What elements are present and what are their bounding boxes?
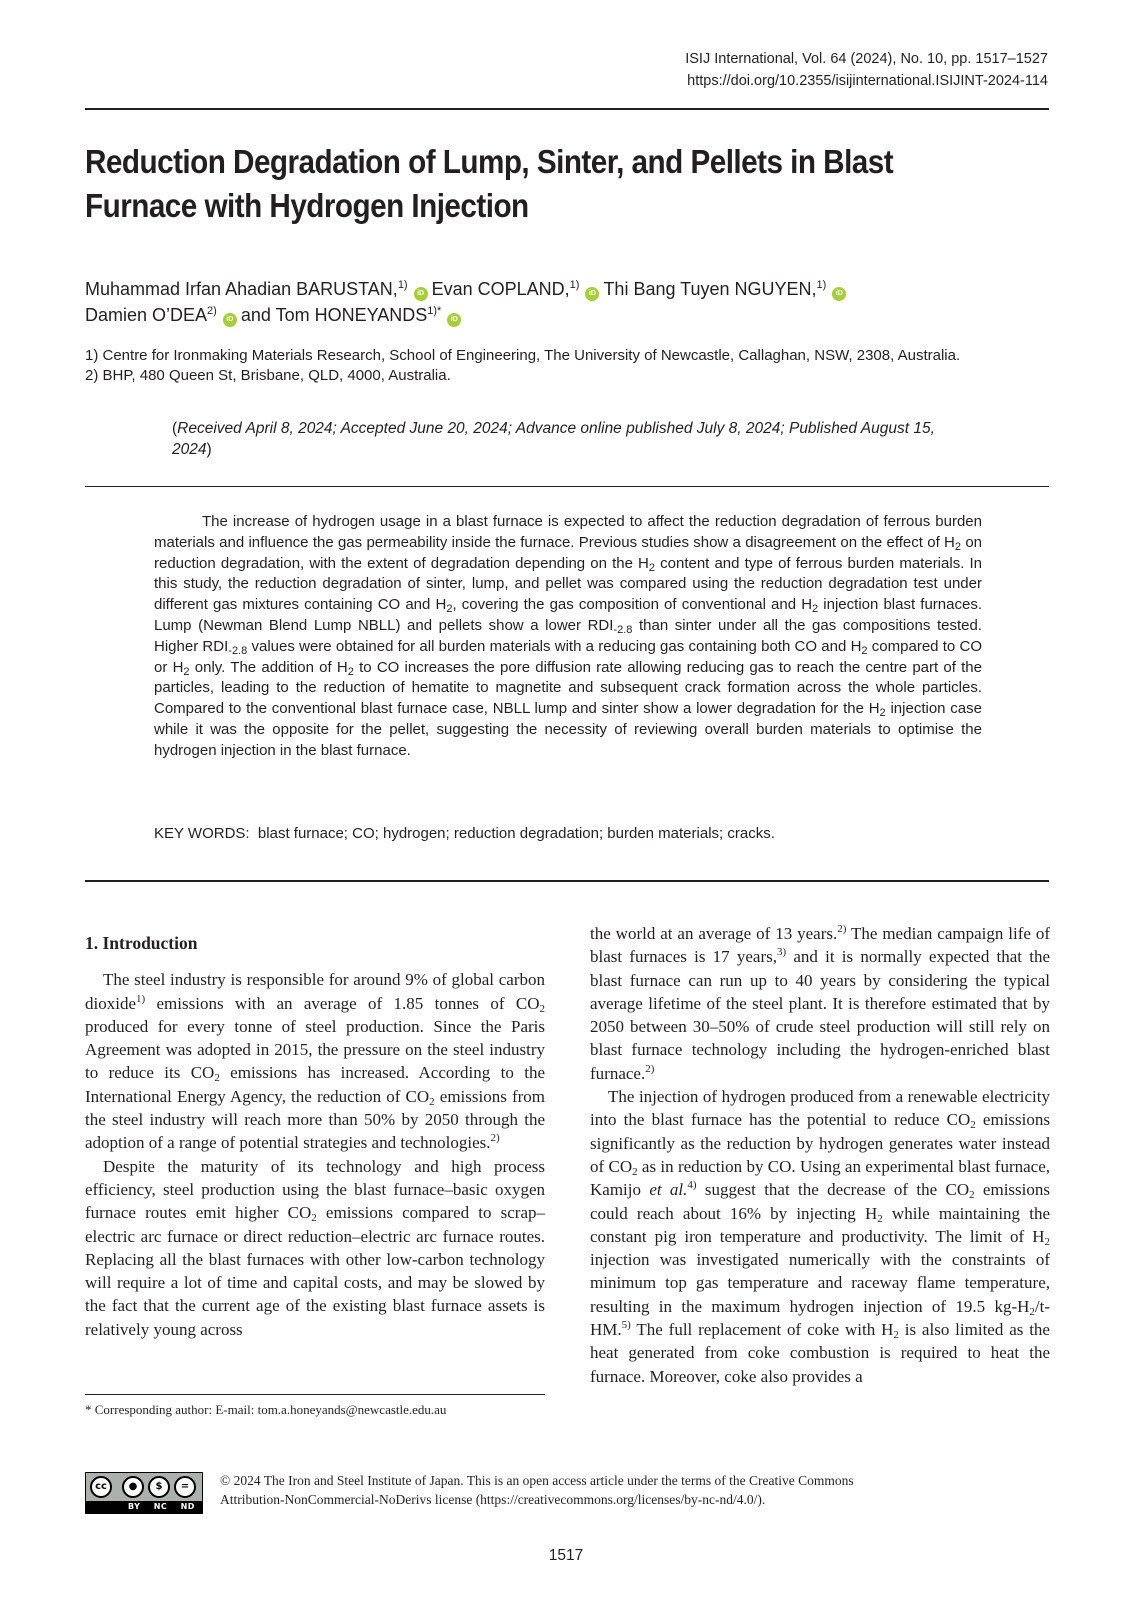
author-conjunction: and — [240, 305, 271, 325]
subscript: 2 — [648, 561, 656, 574]
body-column-left — [85, 932, 545, 1341]
subscript: 2 — [879, 707, 886, 720]
text-run: The median campaign life of blast furnaces is 17 years, — [590, 924, 1050, 967]
citation-ref[interactable]: 5) — [621, 1319, 631, 1332]
text-run: while maintaining the constant pig iron temperature and productivity. The limit of H — [590, 1203, 1050, 1246]
subscript: 2 — [893, 1329, 899, 1342]
text-run: suggest that the decrease of the CO — [696, 1180, 970, 1200]
received-text: Received April 8, 2024; Accepted June 20, 2024; Advance online published July 8, 2024; Published August 15, 2024 — [172, 420, 935, 458]
subscript: 2 — [1044, 1235, 1050, 1248]
text-run: The injection of hydrogen produced from a renewable electricity into the blast furnace has the potential to reduce CO — [590, 1087, 1050, 1130]
author-name: Muhammad Irfan Ahadian BARUSTAN, — [85, 279, 398, 299]
abstract-rule — [85, 486, 1049, 487]
subscript: 2 — [429, 1095, 435, 1108]
paragraph — [85, 968, 545, 1154]
author-affiliation-mark: 2) — [207, 305, 217, 317]
paragraph — [590, 1085, 1050, 1388]
text-run: produced for every tonne of steel production. Since the Paris Agreement was adopted in 2015, the pressure on the steel industry to reduce its CO — [85, 1016, 545, 1083]
subscript: 2 — [311, 1212, 317, 1225]
citation-ref[interactable]: 4) — [687, 1179, 697, 1192]
noncommercial-icon: $ — [148, 1476, 170, 1498]
subscript: -2.8 — [613, 623, 633, 636]
cc-icon: cc — [90, 1476, 112, 1498]
affiliation-2: 2) BHP, 480 Queen St, Brisbane, QLD, 4000, Australia. — [85, 367, 451, 384]
journal-doi[interactable]: https://doi.org/10.2355/isijinternational.ISIJINT-2024-114 — [687, 73, 1048, 89]
text-run: the world at an average of 13 years. — [590, 924, 838, 943]
orcid-icon[interactable]: iD — [585, 287, 599, 301]
abstract-text: , covering the gas composition of conventional and H — [452, 596, 813, 614]
text-run: emissions compared to scrap–electric arc furnace or direct reduction–electric arc furnace routes. Replacing all the blast furnaces with other low-carbon technology will require a lot of time and capital costs, and may be slowed by the fact that the current age of the existing blast furnace assets is relatively young across — [85, 1203, 545, 1339]
paragraph — [590, 922, 1050, 1085]
cc-badge-label: BY NC ND — [128, 1502, 195, 1511]
keywords-text: blast furnace; CO; hydrogen; reduction degradation; burden materials; cracks. — [257, 825, 775, 842]
abstract-text: injection blast furnaces. Lump (Newman Blend Lump NBLL) and pellets show a lower RDI — [154, 596, 982, 634]
orcid-icon[interactable]: iD — [832, 287, 846, 301]
author-line-1 — [85, 276, 1045, 302]
corresponding-author-footnote: * Corresponding author: E-mail: tom.a.honeyands@newcastle.edu.au — [85, 1402, 447, 1417]
text-run: The full replacement of coke with H — [630, 1320, 894, 1340]
text-run: emissions from the steel industry will reach more than 50% by 2050 through the adoption of a range of potential strategies and technologies. — [85, 1086, 545, 1153]
subscript: 2 — [1029, 1305, 1035, 1318]
cc-badge-top — [86, 1473, 202, 1501]
citation-ref[interactable]: 2) — [645, 1062, 655, 1075]
cc-license-badge[interactable] — [85, 1472, 203, 1514]
header-rule — [85, 108, 1049, 110]
text-run: and it is normally expected that the blast furnace can run up to 40 years by considering the typical average lifetime of the steel plant. It is therefore estimated that by 2050 between 30–50% of crude steel production will still rely on blast furnace technology including the hydrogen-enriched blast furnace. — [590, 947, 1050, 1083]
subscript: 2 — [347, 665, 354, 678]
text-run: as in reduction by CO. Using an experimental blast furnace, Kamijo — [590, 1156, 1050, 1200]
text-run: injection was investigated numerically with the constraints of minimum top gas temperature and raceway flame temperature, resulting in the maximum hydrogen injection of 19.5 kg-H — [590, 1250, 1050, 1316]
subscript: 2 — [632, 1165, 638, 1178]
subscript: 2 — [812, 603, 819, 616]
author-affiliation-mark: 1) — [816, 279, 827, 291]
journal-header — [685, 48, 1048, 92]
title-line-1: Reduction Degradation of Lump, Sinter, and Pellets in Blast — [85, 143, 894, 180]
title-line-2: Furnace with Hydrogen Injection — [85, 187, 529, 224]
subscript: 2 — [214, 1072, 220, 1085]
author-name: Evan COPLAND, — [431, 279, 570, 299]
abstract-text: values were obtained for all burden materials with a reducing gas containing both CO and H — [247, 637, 862, 655]
subscript: 2 — [969, 1189, 975, 1202]
text-run: emissions could reach about 16% by injecting H — [590, 1180, 1050, 1223]
abstract-text: on reduction degradation, with the extent of degradation depending on the H — [154, 533, 982, 572]
text-run: is also limited as the heat generated from coke combustion is required to heat the furnace. Moreover, coke also provides a — [590, 1320, 1050, 1386]
abstract-text: than sinter under all the gas compositions tested. Higher RDI — [154, 616, 982, 655]
subscript: 2 — [539, 1002, 545, 1015]
abstract-text: compared to CO or H — [154, 637, 983, 676]
author-affiliation-mark: 1)* — [427, 305, 442, 317]
text-run: /t-HM. — [590, 1296, 1050, 1340]
subscript: -2.8 — [228, 644, 248, 657]
abstract-text: injection case while it was the opposite for the pellet, suggesting the necessity of reviewing overall burden materials to optimise the hydrogen injection in the blast furnace. — [154, 700, 982, 759]
subscript: 2 — [861, 644, 868, 657]
subscript: 2 — [970, 1119, 976, 1132]
subscript: 2 — [877, 1212, 883, 1225]
citation-ref[interactable]: 1) — [136, 992, 146, 1005]
abstract-text: content and type of ferrous burden materials. In this study, the reduction degradation of sinter, lump, and pellet was compared using the reduction degradation test under different gas mixtures containing CO and H — [154, 554, 982, 614]
text-run: The steel industry is responsible for around 9% of global carbon dioxide — [85, 970, 545, 1013]
body-rule — [85, 880, 1049, 882]
page-number: 1517 — [548, 1547, 584, 1564]
subscript: 2 — [446, 603, 453, 616]
attribution-icon: ● — [122, 1476, 144, 1498]
affiliation-1: 1) Centre for Ironmaking Materials Research, School of Engineering, The University of Newcastle, Callaghan, NSW, 2308, Australia. — [85, 347, 961, 364]
paren-open: ( — [172, 420, 178, 437]
citation-ref[interactable]: 3) — [776, 946, 787, 959]
author-affiliation-mark: 1) — [397, 279, 408, 291]
body-column-right — [590, 922, 1050, 1388]
orcid-icon[interactable]: iD — [223, 313, 237, 327]
author-list — [85, 276, 1045, 328]
citation-ref[interactable]: 2) — [490, 1132, 500, 1145]
affiliations — [85, 346, 1049, 386]
text-run: emissions with an average of 1.85 tonnes of CO — [145, 993, 540, 1013]
paren-close: ) — [206, 441, 212, 458]
keywords-label: KEY WORDS: — [154, 825, 250, 842]
citation-ref[interactable]: 2) — [837, 923, 847, 935]
author-name: Damien O’DEA — [85, 305, 208, 325]
orcid-icon[interactable]: iD — [414, 287, 428, 301]
received-dates — [172, 418, 972, 460]
abstract — [154, 512, 982, 762]
subscript: 2 — [183, 665, 190, 678]
author-line-2 — [85, 302, 1045, 328]
license-text — [220, 1471, 1020, 1509]
text-run: Despite the maturity of its technology and high process efficiency, steel production using the blast furnace–basic oxygen furnace routes emit higher CO — [85, 1156, 545, 1223]
abstract-text: only. The addition of H — [189, 658, 348, 676]
journal-citation: ISIJ International, Vol. 64 (2024), No. 10, pp. 1517–1527 — [685, 51, 1048, 67]
subscript: 2 — [954, 540, 962, 553]
author-name: Thi Bang Tuyen NGUYEN, — [603, 279, 817, 299]
abstract-text: The increase of hydrogen usage in a blast furnace is expected to affect the reduction degradation of ferrous burden materials and influence the gas permeability inside the furnace. Previous studies show a disagreement on the effect of H — [154, 513, 982, 551]
noderivs-icon: = — [174, 1476, 196, 1498]
abstract-text: to CO increases the pore diffusion rate allowing reducing gas to reach the centre part of the particles, leading to the reduction of hematite to magnetite and subsequent crack formation across the whole particles. Compared to the conventional blast furnace case, NBLL lump and sinter show a lower degradation for the H — [154, 658, 982, 718]
keywords — [154, 825, 775, 842]
text-run-italic: et al. — [649, 1180, 688, 1200]
author-affiliation-mark: 1) — [569, 279, 580, 291]
orcid-icon[interactable]: iD — [447, 313, 461, 327]
section-heading: 1. Introduction — [85, 933, 198, 953]
paragraph — [85, 1155, 545, 1341]
text-run: emissions has increased. According to the International Energy Agency, the reduction of CO — [85, 1063, 545, 1106]
license-line-2: Attribution-NonCommercial-NoDerivs license (https://creativecommons.org/licenses/by-nc-nd/4.0/). — [220, 1492, 766, 1507]
footnote-rule — [85, 1394, 545, 1395]
text-run: emissions significantly as the reduction by hydrogen generates water instead of CO — [590, 1110, 1050, 1176]
license-line-1: © 2024 The Iron and Steel Institute of Japan. This is an open access article under the terms of the Creative Commons — [220, 1473, 854, 1488]
paper-title — [85, 140, 949, 228]
author-name: Tom HONEYANDS — [275, 305, 428, 325]
